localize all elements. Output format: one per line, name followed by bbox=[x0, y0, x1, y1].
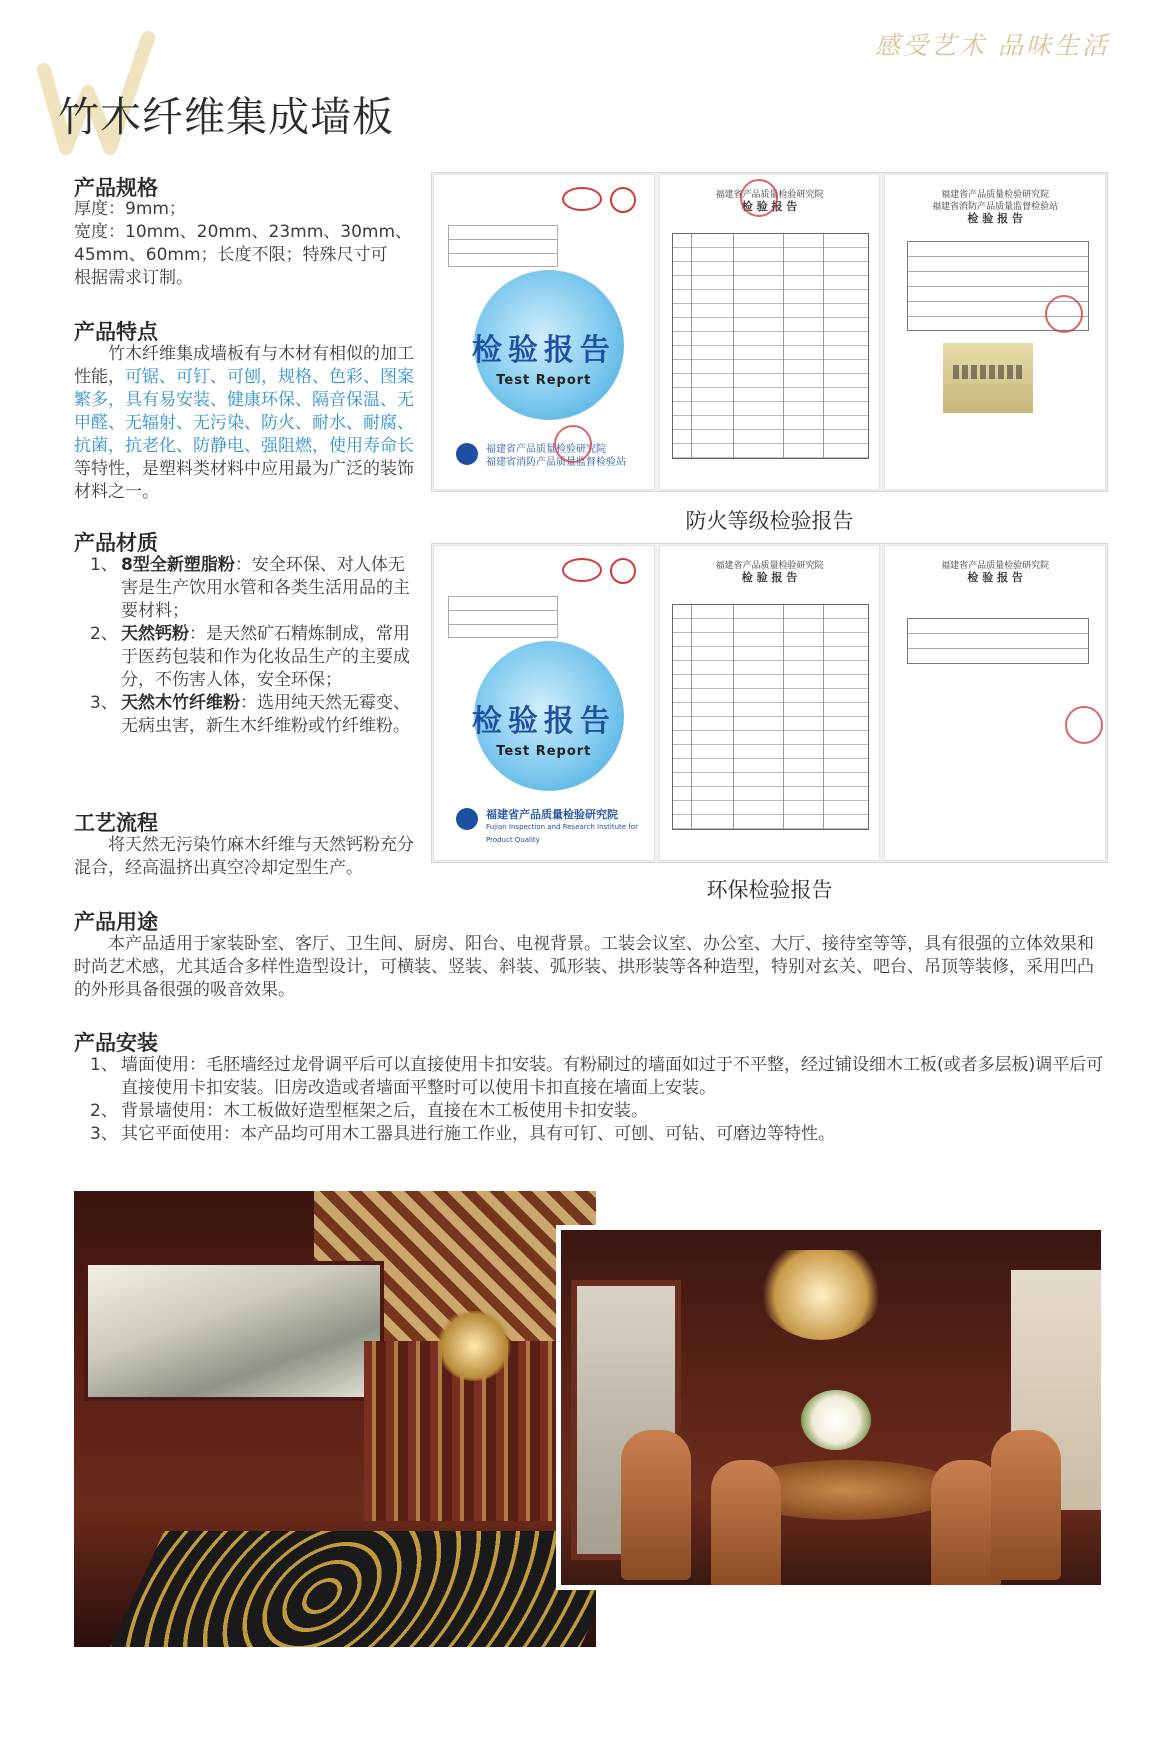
material-name: 8型全新塑脂粉 bbox=[121, 555, 235, 575]
install-text: 其它平面使用：本产品均可用木工器具进行施工作业，具有可钉、可刨、可钻、可磨边等特性。 bbox=[121, 1124, 835, 1144]
item-number: 1、 bbox=[90, 1055, 118, 1075]
materials-item bbox=[74, 623, 414, 692]
dining-chair bbox=[991, 1430, 1061, 1580]
sample-photo bbox=[943, 343, 1033, 413]
spec-line: 宽度：10mm、20mm、23mm、30mm、 bbox=[74, 222, 413, 242]
institute-name: 福建省消防产品质量监督检验站 bbox=[486, 457, 626, 468]
form-table bbox=[672, 604, 870, 830]
install-item bbox=[74, 1100, 1108, 1123]
spec-text bbox=[74, 198, 424, 290]
study-room-photo bbox=[74, 1191, 596, 1647]
institute-name: 福建省产品质量检验研究院 bbox=[486, 444, 606, 455]
results-header bbox=[885, 560, 1105, 584]
form-header bbox=[660, 560, 880, 584]
report-cover bbox=[433, 174, 655, 490]
certification-marks bbox=[562, 558, 636, 584]
cal-mark-icon bbox=[610, 558, 636, 584]
landscape-painting bbox=[84, 1261, 384, 1401]
install-text: 背景墙使用：木工板做好造型框架之后，直接在木工板使用卡扣安装。 bbox=[121, 1101, 648, 1121]
item-number: 3、 bbox=[90, 1124, 118, 1144]
institute-logo-icon bbox=[456, 443, 478, 465]
cover-subtitle: Test Report bbox=[496, 744, 592, 759]
material-name: 天然钙粉 bbox=[121, 624, 189, 644]
eco-report-scans bbox=[431, 543, 1108, 863]
red-seal-icon bbox=[554, 425, 592, 463]
usage-text: 本产品适用于家装卧室、客厅、卫生间、厨房、阳台、电视背景。工装会议室、办公室、大厅、接待室等等，具有很强的立体效果和时尚艺术感，尤其适合多样性造型设计，可横装、竖装、斜装、弧形装、拱形装等各种造型，特别对玄关、吧台、吊顶等装修，采用凹凸的外形具备很强的吸音效果。 bbox=[74, 934, 1094, 1000]
process-heading: 工艺流程 bbox=[74, 811, 158, 835]
institute-name-en: Fujian Inspection and Research Institute for Product Quality bbox=[486, 823, 638, 844]
cma-mark-icon bbox=[562, 558, 602, 582]
spec-heading: 产品规格 bbox=[74, 176, 158, 200]
cover-info-table bbox=[448, 225, 558, 267]
form-header-line: 福建省产品质量检验研究院 bbox=[715, 190, 824, 200]
form-header-line: 福建省产品质量检验研究院 bbox=[715, 561, 824, 571]
flower-vase bbox=[801, 1390, 871, 1450]
report-cover bbox=[433, 545, 655, 861]
institute-logo-icon bbox=[456, 808, 478, 830]
form-table bbox=[672, 233, 870, 459]
materials-heading: 产品材质 bbox=[74, 531, 158, 555]
results-header-line: 检 验 报 告 bbox=[967, 571, 1023, 584]
item-number: 2、 bbox=[90, 624, 118, 644]
results-header-line: 福建省产品质量检验研究院 bbox=[941, 190, 1050, 200]
slogan: 感受艺术 品味生活 bbox=[875, 31, 1110, 60]
cma-mark-icon bbox=[562, 187, 602, 211]
spec-line: 厚度：9mm； bbox=[74, 199, 186, 219]
features-heading: 产品特点 bbox=[74, 320, 158, 344]
red-seal-icon bbox=[740, 179, 778, 217]
usage-heading: 产品用途 bbox=[74, 910, 158, 934]
install-text: 墙面使用：毛胚墙经过龙骨调平后可以直接使用卡扣安装。有粉刷过的墙面如过于不平整，经过铺设细木工板(或者多层板)调平后可直接使用卡扣安装。旧房改造或者墙面平整时可以使用卡扣直接在墙面上安装。 bbox=[121, 1055, 1104, 1098]
process-text: 将天然无污染竹麻木纤维与天然钙粉充分混合，经高温挤出真空冷却定型生产。 bbox=[74, 835, 414, 878]
form-header-line: 检 验 报 告 bbox=[741, 571, 798, 584]
spec-line: 45mm、60mm；长度不限；特殊尺寸可 bbox=[74, 245, 388, 265]
red-seal-icon bbox=[1065, 706, 1103, 744]
dining-chair bbox=[711, 1460, 781, 1590]
features-outro: 等特性，是塑料类材料中应用最为广泛的装饰材料之一。 bbox=[74, 459, 414, 502]
install-heading: 产品安装 bbox=[74, 1031, 158, 1055]
cover-title: 检验报告 bbox=[471, 704, 616, 739]
material-desc: ：选用纯天然无霉变、无病虫害，新生木纤维粉或竹纤维粉。 bbox=[121, 693, 410, 736]
install-item bbox=[74, 1123, 1108, 1146]
features-text bbox=[74, 343, 414, 504]
page-title: 竹木纤维集成墙板 bbox=[58, 93, 394, 141]
material-desc: ：安全环保、对人体无害是生产饮用水管和各类生活用品的主要材料； bbox=[121, 555, 410, 621]
chandelier bbox=[751, 1250, 891, 1340]
fire-report-caption: 防火等级检验报告 bbox=[685, 509, 854, 533]
materials-list bbox=[74, 554, 414, 738]
carpet bbox=[104, 1531, 596, 1647]
report-results bbox=[884, 174, 1106, 490]
institute-name: 福建省产品质量检验研究院 bbox=[486, 808, 618, 821]
form-header-line: 检 验 报 告 bbox=[741, 200, 798, 213]
item-number: 3、 bbox=[90, 693, 118, 713]
spec-line: 根据需求订制。 bbox=[74, 268, 193, 288]
fire-report-scans bbox=[431, 172, 1108, 492]
results-header-line: 福建省产品质量检验研究院 bbox=[941, 561, 1050, 571]
results-header-line: 福建省消防产品质量监督检验站 bbox=[932, 202, 1059, 212]
features-highlight: 可锯、可钉、可刨，规格、色彩、图案繁多，具有易安装、健康环保、隔音保温、无甲醛、无辐射、无污染、防火、耐水、耐腐、抗菌，抗老化、防静电、强阻燃，使用寿命长 bbox=[74, 367, 414, 456]
material-desc: ：是天然矿石精炼制成，常用于医药包装和作为化妆品生产的主要成分，不伤害人体，安全环保； bbox=[121, 624, 410, 690]
cover-subtitle: Test Report bbox=[496, 373, 592, 388]
cover-institute bbox=[486, 808, 644, 847]
cover-info-table bbox=[448, 596, 558, 638]
item-number: 2、 bbox=[90, 1101, 118, 1121]
cover-title: 检验报告 bbox=[471, 333, 616, 368]
materials-item bbox=[74, 554, 414, 623]
material-name: 天然木竹纤维粉 bbox=[121, 693, 240, 713]
results-header bbox=[885, 189, 1105, 225]
cal-mark-icon bbox=[610, 187, 636, 213]
features-intro: 竹木纤维集成墙板有与木材有相似的加工性能， bbox=[74, 344, 414, 387]
eco-report-caption: 环保检验报告 bbox=[706, 878, 833, 902]
dining-room-photo bbox=[556, 1225, 1106, 1590]
dining-chair bbox=[621, 1430, 691, 1580]
install-list bbox=[74, 1054, 1108, 1146]
item-number: 1、 bbox=[90, 555, 118, 575]
report-results bbox=[884, 545, 1106, 861]
materials-item bbox=[74, 692, 414, 738]
results-header-line: 检 验 报 告 bbox=[967, 212, 1023, 225]
report-form bbox=[659, 174, 881, 490]
report-form bbox=[659, 545, 881, 861]
certification-marks bbox=[562, 187, 636, 213]
install-item bbox=[74, 1054, 1108, 1100]
results-table bbox=[907, 618, 1089, 664]
